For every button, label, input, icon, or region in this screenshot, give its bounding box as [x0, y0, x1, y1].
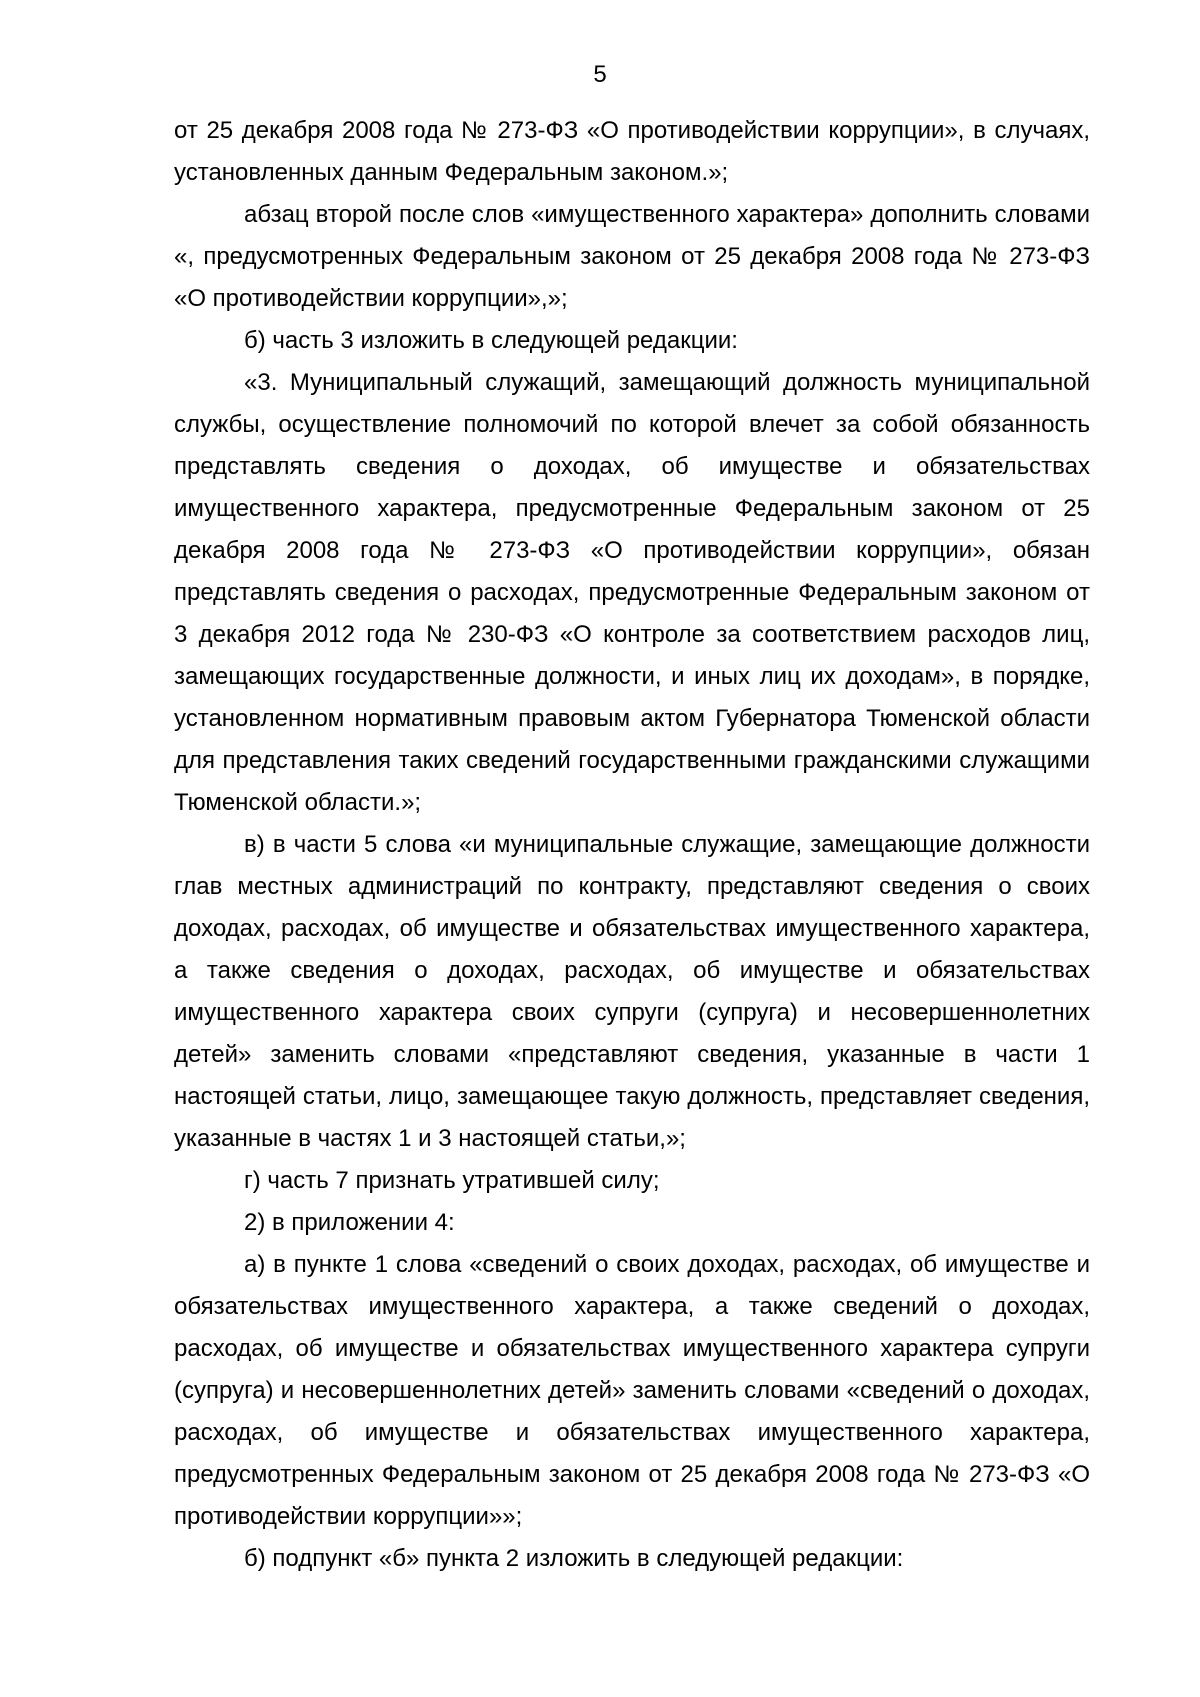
paragraph-item-2-appendix4: 2) в приложении 4:: [244, 1209, 455, 1236]
paragraph-item-a-point1: а) в пункте 1 слова «сведений о своих доходах, расходах, об имуществе и обязательствах имущественного характера, а также сведений о доходах, расходах, об имуществе и обязательствах имущественного характера супруги (супруга) и несовершеннолетних детей» заменить словами «сведений о доходах, расходах, об имуществе и обязательствах имущественного характера, предусмотренных Федеральным законом от 25 декабря 2008 года № 273-ФЗ «О противодействии коррупции»»;: [174, 1251, 1090, 1530]
paragraph-part3-text: «3. Муниципальный служащий, замещающий должность муниципальной службы, осуществление полномочий по которой влечет за собой обязанность представлять сведения о доходах, об имуществе и обязательствах имущественного характера, предусмотренные Федеральным законом от 25 декабря 2008 года № 273-ФЗ «О противодействии коррупции», обязан представлять сведения о расходах, предусмотренные Федеральным законом от 3 декабря 2012 года № 230-ФЗ «О контроле за соответствием расходов лиц, замещающих государственные должности, и иных лиц их доходам», в порядке, установленном нормативным правовым актом Губернатора Тюменской области для представления таких сведений государственными гражданскими служащими Тюменской области.»;: [174, 369, 1090, 816]
page-number: 5: [593, 61, 607, 88]
paragraph-second-abzac: абзац второй после слов «имущественного характера» дополнить словами «, предусмотренных Федеральным законом от 25 декабря 2008 года № 273-ФЗ «О противодействии коррупции»,»;: [174, 201, 1090, 312]
paragraph-item-g-part7: г) часть 7 признать утратившей силу;: [244, 1167, 660, 1194]
paragraph-item-b-part3: б) часть 3 изложить в следующей редакции:: [244, 327, 738, 354]
paragraph-item-b-point2: б) подпункт «б» пункта 2 изложить в следующей редакции:: [244, 1545, 904, 1572]
paragraph-item-v-part5: в) в части 5 слова «и муниципальные служащие, замещающие должности глав местных администраций по контракту, представляют сведения о своих доходах, расходах, об имуществе и обязательствах имущественного характера, а также сведения о доходах, расходах, об имуществе и обязательствах имущественного характера своих супруги (супруга) и несовершеннолетних детей» заменить словами «представляют сведения, указанные в части 1 настоящей статьи, лицо, замещающее такую должность, представляет сведения, указанные в частях 1 и 3 настоящей статьи,»;: [174, 831, 1090, 1152]
document-body: [174, 110, 1090, 1580]
paragraph-continuation: от 25 декабря 2008 года № 273-ФЗ «О противодействии коррупции», в случаях, установленных данным Федеральным законом.»;: [174, 117, 1090, 186]
